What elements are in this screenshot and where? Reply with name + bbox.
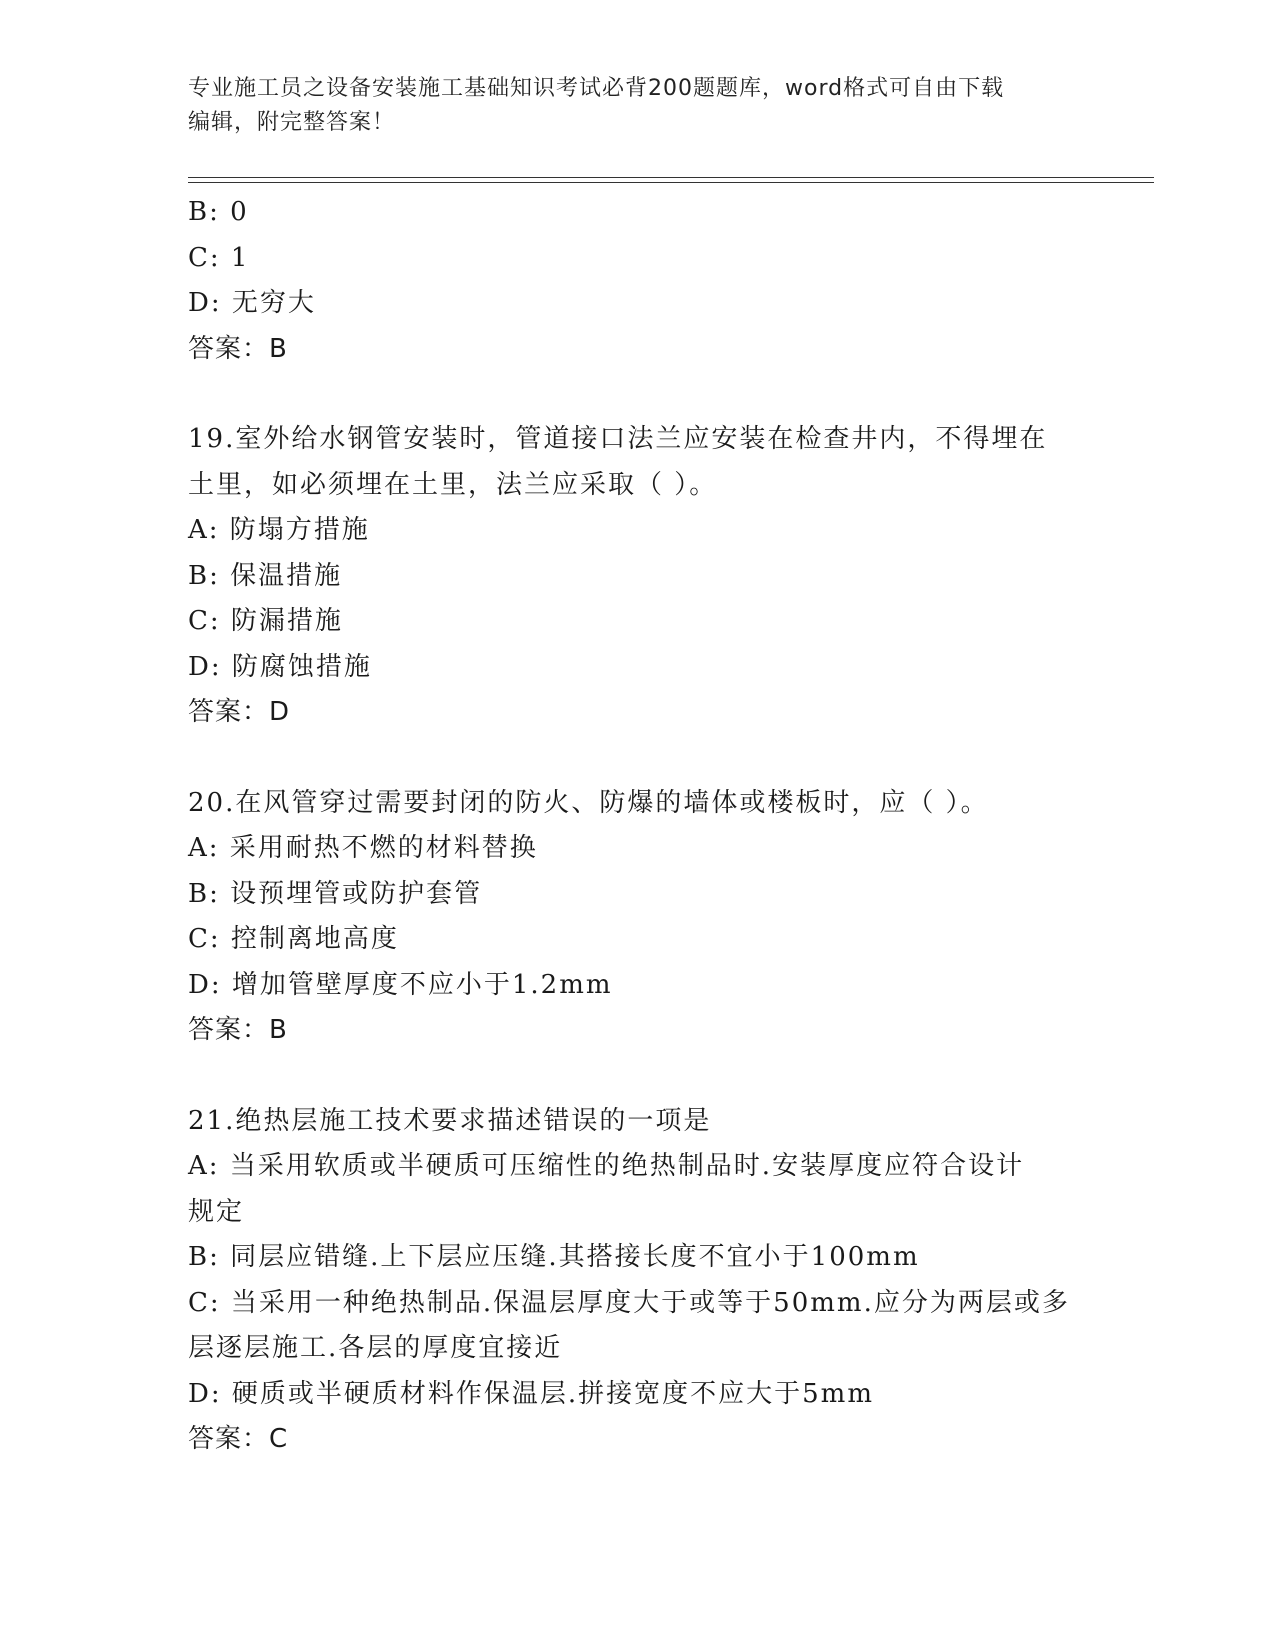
option-a: A: 采用耐热不燃的材料替换 [188, 833, 538, 863]
question-20 [188, 781, 1088, 1054]
option-c-continued: 层逐层施工.各层的厚度宜接近 [188, 1333, 563, 1363]
document-body [188, 190, 1088, 1463]
option-b: B: 设预埋管或防护套管 [188, 878, 483, 909]
answer-line: 答案：C [188, 1424, 289, 1454]
question-stem: 20.在风管穿过需要封闭的防火、防爆的墙体或楼板时，应（ ）。 [188, 787, 989, 818]
option-c: C: 防漏措施 [188, 606, 343, 636]
header-divider [188, 177, 1154, 178]
option-d: D: 增加管壁厚度不应小于1.2mm [188, 969, 613, 1000]
question-21 [188, 1099, 1088, 1463]
header-title-line-2: 编辑，附完整答案！ [188, 110, 396, 135]
answer-line: 答案：B [188, 1015, 288, 1045]
question-stem: 19.室外给水钢管安装时，管道接口法兰应安装在检查井内，不得埋在 [188, 424, 1048, 454]
option-a-continued: 规定 [188, 1196, 245, 1227]
option-b: B: 同层应错缝.上下层应压缝.其搭接长度不宜小于100mm [188, 1242, 920, 1272]
document-header [188, 72, 1088, 140]
option-c: C: 控制离地高度 [188, 924, 399, 954]
option-c: C: 当采用一种绝热制品.保温层厚度大于或等于50mm.应分为两层或多 [188, 1287, 1070, 1318]
question-18-continuation [188, 190, 1088, 372]
option-d: D: 无穷大 [188, 288, 316, 318]
question-stem-continued: 土里，如必须埋在土里，法兰应采取（ ）。 [188, 469, 718, 500]
header-divider-second [188, 182, 1154, 183]
option-d: D: 硬质或半硬质材料作保温层.拼接宽度不应大于5mm [188, 1378, 874, 1409]
question-stem: 21.绝热层施工技术要求描述错误的一项是 [188, 1105, 712, 1136]
option-a: A: 防塌方措施 [188, 515, 370, 545]
spacer [188, 1054, 1088, 1099]
option-b: B: 保温措施 [188, 560, 343, 591]
spacer [188, 736, 1088, 781]
answer-line: 答案：B [188, 333, 288, 364]
option-d: D: 防腐蚀措施 [188, 651, 372, 682]
option-a: A: 当采用软质或半硬质可压缩性的绝热制品时.安装厚度应符合设计 [188, 1151, 1025, 1181]
spacer [188, 372, 1088, 417]
option-b: B: 0 [188, 197, 249, 227]
header-title-line-1: 专业施工员之设备安装施工基础知识考试必背200题题库，word格式可自由下载 [188, 76, 1005, 101]
question-19 [188, 417, 1088, 736]
answer-line: 答案：D [188, 697, 291, 727]
option-c: C: 1 [188, 242, 250, 273]
